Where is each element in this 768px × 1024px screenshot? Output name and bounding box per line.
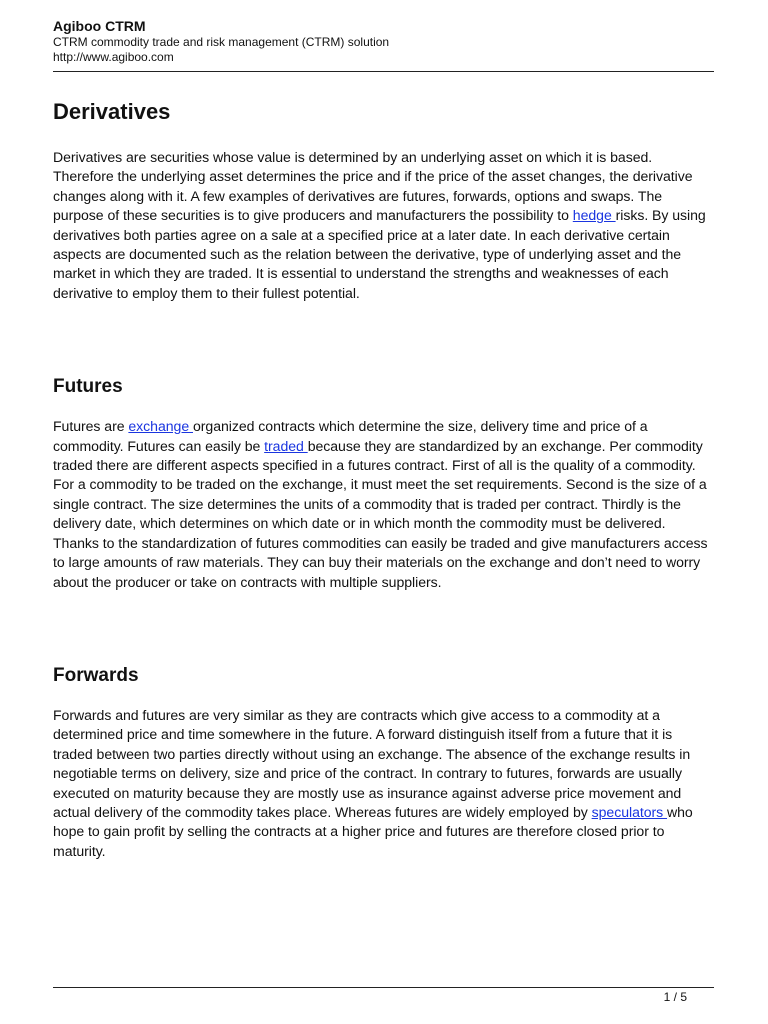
exchange-link[interactable]: exchange	[128, 418, 193, 435]
page-header	[53, 17, 714, 65]
futures-text-2: organized contracts which determine the size, delivery time and price of a commodity. Futures can easily be	[53, 418, 648, 454]
traded-link[interactable]: traded	[264, 437, 308, 454]
article-content	[53, 96, 714, 861]
forwards-text-2: who hope to gain profit by selling the contracts at a higher price and futures are therefore closed prior to maturity.	[53, 803, 693, 859]
section-spacer	[53, 592, 714, 662]
site-name: Agiboo CTRM	[53, 18, 146, 34]
footer-divider	[53, 987, 714, 988]
intro-text-1: Derivatives are securities whose value is determined by an underlying asset on which it is based. Therefore the underlying asset determines the price and if the price of the asset changes, the derivative changes along with it. A few examples of derivatives are futures, forwards, options and swaps. The purpose of these securities is to give producers and manufacturers the possibility to	[53, 149, 693, 224]
header-divider	[53, 71, 714, 72]
forwards-text-1: Forwards and futures are very similar as they are contracts which give access to a commodity at a determined price and time somewhere in the future. A forward distinguish itself from a future that it is traded between two parties directly without using an exchange. The absence of the exchange results in negotiable terms on delivery, size and price of the contract. In contrary to futures, forwards are usually executed on maturity because they are mostly use as insurance against adverse price movement and actual delivery of the commodity takes place. Whereas futures are widely employed by	[53, 706, 691, 820]
forwards-heading: Forwards	[53, 664, 139, 686]
forwards-paragraph	[53, 706, 714, 861]
site-url: http://www.agiboo.com	[53, 50, 174, 64]
page-number: 1 / 5	[663, 990, 687, 1004]
site-tagline: CTRM commodity trade and risk management (CTRM) solution	[53, 35, 390, 49]
futures-heading: Futures	[53, 376, 123, 398]
futures-text-3: because they are standardized by an exchange. Per commodity traded there are different aspects specified in a futures contract. First of all is the quality of a commodity. For a commodity to be traded on the exchange, it must meet the set requirements. Second is the size of a single contract. The size determines the units of a commodity that is traded per contract. Thirdly is the delivery date, which determines on which date or in which month the commodity must be delivered. Thanks to the standardization of futures commodities can easily be traded and give manufacturers access to large amounts of raw materials. They can buy their materials on the exchange and don’t need to worry about the producer or take on contracts with multiple suppliers.	[53, 437, 708, 590]
intro-paragraph	[53, 148, 714, 303]
futures-text-1: Futures are	[53, 418, 129, 435]
intro-text-2: risks. By using derivatives both parties agree on a sale at a specified price at a later date. In each derivative certain aspects are documented such as the relation between the derivative, type of underlying asset and the market in which they are traded. It is essential to understand the strengths and weaknesses of each derivative to employ them to their fullest potential.	[53, 207, 706, 301]
article-title: Derivatives	[53, 99, 171, 124]
hedge-link[interactable]: hedge	[572, 207, 616, 224]
section-spacer	[53, 303, 714, 373]
futures-paragraph	[53, 417, 714, 592]
speculators-link[interactable]: speculators	[591, 803, 668, 820]
